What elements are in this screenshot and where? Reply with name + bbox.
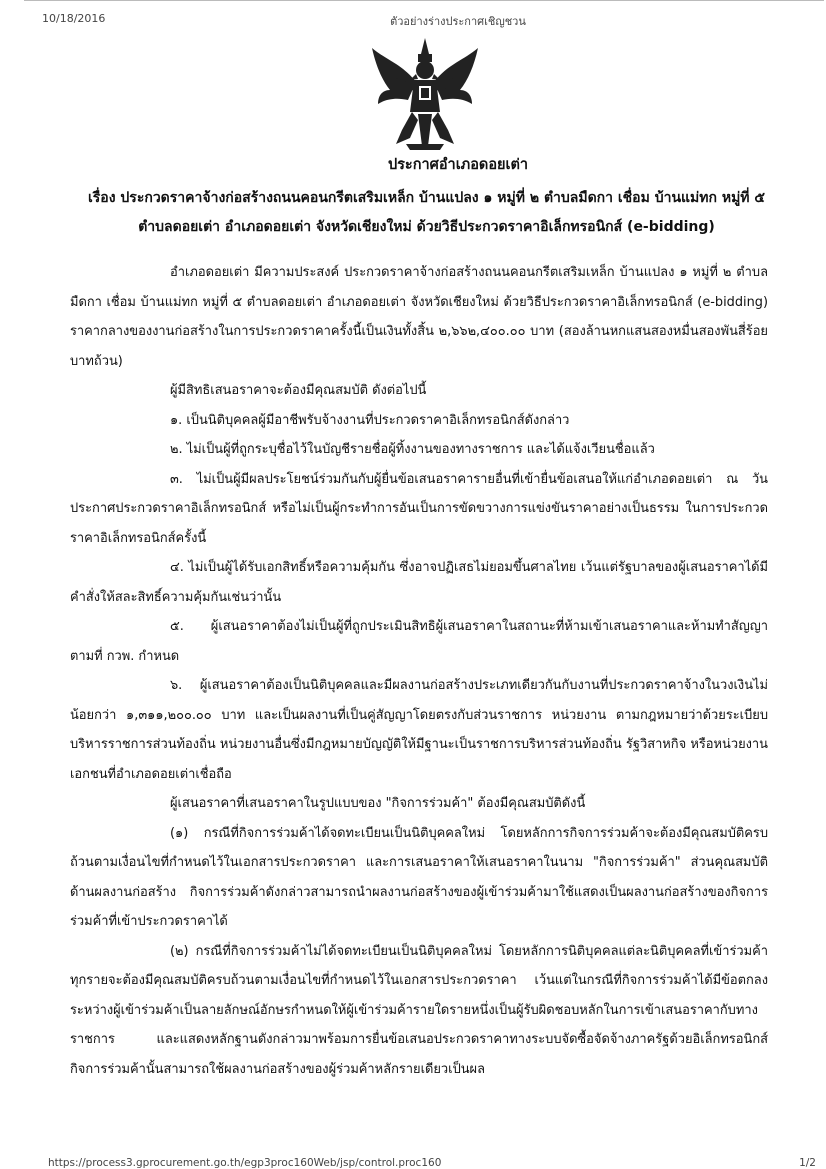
garuda-emblem-icon (366, 34, 484, 152)
paragraph-qualification-4: ๔. ไม่เป็นผู้ได้รับเอกสิทธิ์หรือความคุ้มกัน ซึ่งอาจปฏิเสธไม่ยอมขึ้นศาลไทย เว้นแต่รัฐบาลของผู้เสนอราคาได้มีคำสั่งให้สละสิทธิ์ความคุ้มกันเช่นว่านั้น (70, 560, 768, 605)
paragraph-joint-venture-2: (๒) กรณีที่กิจการร่วมค้าไม่ได้จดทะเบียนเป็นนิติบุคคลใหม่ โดยหลักการนิติบุคคลแต่ละนิติบุคคลที่เข้าร่วมค้าทุกรายจะต้องมีคุณสมบัติครบถ้วนตามเงื่อนไขที่กำหนดไว้ในเอกสารประกวดราคา เว้นแต่ในกรณีที่กิจการร่วมค้าได้มีข้อตกลงระหว่างผู้เข้าร่วมค้าเป็นลายลักษณ์อักษรกำหนดให้ผู้เข้าร่วมค้ารายใดรายหนึ่งเป็นผู้รับผิดชอบหลักในการเข้าเสนอราคากับทางราชการ และแสดงหลักฐานดังกล่าวมาพร้อมการยื่นข้อเสนอประกวดราคาทางระบบจัดซื้อจัดจ้างภาครัฐด้วยอิเล็กทรอนิกส์ กิจการร่วมค้านั้นสามารถใช้ผลงานก่อสร้างของผู้ร่วมค้าหลักรายเดียวเป็นผล (70, 943, 768, 1077)
paragraph-qualification-3: ๓. ไม่เป็นผู้มีผลประโยชน์ร่วมกันกับผู้ยื่นข้อเสนอราคารายอื่นที่เข้ายื่นข้อเสนอให้แก่อำเภอดอยเต่า ณ วันประกาศประกวดราคาอิเล็กทรอนิกส์ หรือไม่เป็นผู้กระทำการอันเป็นการขัดขวางการแข่งขันราคาอย่างเป็นธรรม ในการประกวดราคาอิเล็กทรอนิกส์ครั้งนี้ (70, 471, 768, 546)
paragraph-joint-venture-1: (๑) กรณีที่กิจการร่วมค้าได้จดทะเบียนเป็นนิติบุคคลใหม่ โดยหลักการกิจการร่วมค้าจะต้องมีคุณสมบัติครบถ้วนตามเงื่อนไขที่กำหนดไว้ในเอกสารประกวดราคา และการเสนอราคาให้เสนอราคาในนาม "กิจการร่วมค้า" ส่วนคุณสมบัติด้านผลงานก่อสร้าง กิจการร่วมค้าดังกล่าวสามารถนำผลงานก่อสร้างของผู้เข้าร่วมค้ามาใช้แสดงเป็นผลงานก่อสร้างของกิจการร่วมค้าที่เข้าประกวดราคาได้ (70, 825, 768, 929)
paragraph-intro: อำเภอดอยเต่า มีความประสงค์ ประกวดราคาจ้างก่อสร้างถนนคอนกรีตเสริมเหล็ก บ้านแปลง ๑ หมู่ที่ ๒ ตำบลมืดกา เชื่อม บ้านแม่ทก หมู่ที่ ๕ ตำบลดอยเต่า อำเภอดอยเต่า จังหวัดเชียงใหม่ ด้วยวิธีประกวดราคาอิเล็กทรอนิกส์ (e-bidding) ราคากลางของงานก่อสร้างในการประกวดราคาครั้งนี้เป็นเงินทั้งสิ้น ๒,๖๖๒,๔๐๐.๐๐ บาท (สองล้านหกแสนสองหมื่นสองพันสี่ร้อยบาทถ้วน) (70, 265, 768, 369)
paragraph-qualification-6: ๖. ผู้เสนอราคาต้องเป็นนิติบุคคลและมีผลงานก่อสร้างประเภทเดียวกันกับงานที่ประกวดราคาจ้างในวงเงินไม่น้อยกว่า ๑,๓๑๑,๒๐๐.๐๐ บาท และเป็นผลงานที่เป็นคู่สัญญาโดยตรงกับส่วนราชการ หน่วยงาน ตามกฎหมายว่าด้วยระเบียบบริหารราชการส่วนท้องถิ่น หน่วยงานอื่นซึ่งมีกฎหมายบัญญัติให้มีฐานะเป็นราชการบริหารส่วนท้องถิ่น รัฐวิสาหกิจ หรือหน่วยงานเอกชนที่อำเภอดอยเต่าเชื่อถือ (70, 678, 768, 782)
source-url: https://process3.gprocurement.go.th/egp3proc160Web/jsp/control.proc160 (48, 1157, 442, 1169)
announcement-body (70, 258, 768, 1084)
paragraph-qualifications-heading: ผู้มีสิทธิเสนอราคาจะต้องมีคุณสมบัติ ดังต่อไปนี้ (170, 383, 427, 398)
print-date: 10/18/2016 (42, 12, 106, 25)
announcement-subject: เรื่อง ประกวดราคาจ้างก่อสร้างถนนคอนกรีตเสริมเหล็ก บ้านแปลง ๑ หมู่ที่ ๒ ตำบลมืดกา เชื่อม บ้านแม่ทก หมู่ที่ ๕ ตำบลดอยเต่า อำเภอดอยเต่า จังหวัดเชียงใหม่ ด้วยวิธีประกวดราคาอิเล็กทรอนิกส์ (e-bidding) (88, 190, 765, 235)
paragraph-joint-venture-heading: ผู้เสนอราคาที่เสนอราคาในรูปแบบของ "กิจการร่วมค้า" ต้องมีคุณสมบัติดังนี้ (170, 796, 586, 811)
scan-edge (24, 0, 824, 1)
paragraph-qualification-2: ๒. ไม่เป็นผู้ที่ถูกระบุชื่อไว้ในบัญชีรายชื่อผู้ทิ้งงานของทางราชการ และได้แจ้งเวียนชื่อแล้ว (170, 442, 655, 457)
page-number: 1/2 (799, 1157, 816, 1169)
paragraph-qualification-1: ๑. เป็นนิติบุคคลผู้มีอาชีพรับจ้างงานที่ประกวดราคาอิเล็กทรอนิกส์ดังกล่าว (170, 412, 570, 428)
paragraph-qualification-5: ๕. ผู้เสนอราคาต้องไม่เป็นผู้ที่ถูกประเมินสิทธิผู้เสนอราคาในสถานะที่ห้ามเข้าเสนอราคาและห้ามทำสัญญาตามที่ กวพ. กำหนด (70, 619, 768, 664)
print-doc-title: ตัวอย่างร่างประกาศเชิญชวน (390, 15, 526, 28)
announcement-title: ประกาศอำเภอดอยเต่า (387, 157, 529, 173)
